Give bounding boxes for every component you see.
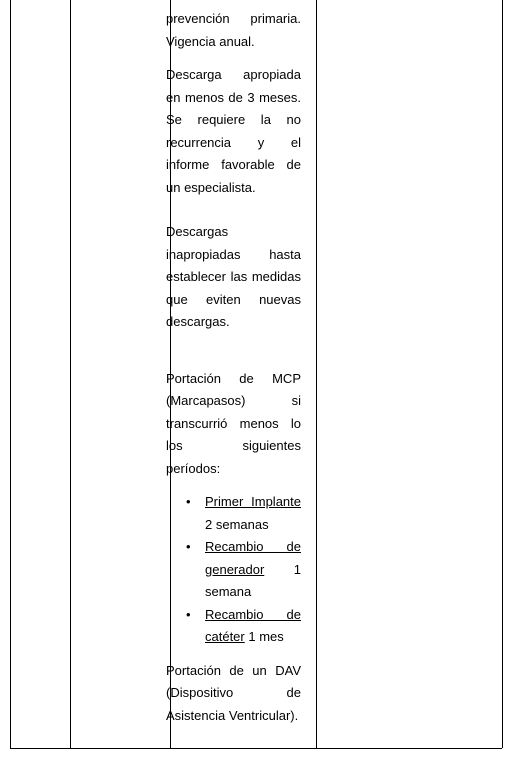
list-item — [166, 536, 301, 604]
list-item-duration: 1 mes — [244, 629, 284, 644]
criteria-cell — [166, 8, 301, 727]
list-item-term: Recambio de generador — [205, 539, 301, 577]
list-item — [166, 604, 301, 649]
table-column-2 — [70, 0, 171, 748]
list-item-term: Recambio de catéter — [205, 606, 301, 644]
table-column-1 — [10, 0, 71, 748]
list-item — [166, 491, 301, 536]
table-column-4 — [316, 0, 503, 748]
paragraph-vad: Portación de un DAV (Dispositivo de Asistencia Ventricular). — [166, 662, 301, 723]
paragraph-inappropriate-discharges: Descargas inapropiadas hasta establecer las medidas que eviten nuevas descargas. — [166, 224, 301, 329]
list-item-duration: 1 semana — [205, 561, 301, 599]
list-item-term: Primer Implante — [205, 494, 301, 509]
paragraph-appropriate-discharge: Descarga apropiada en menos de 3 meses. Se requiere la no recurrencia y el informe favorable de un especialista. — [166, 67, 301, 195]
pacemaker-periods-list — [166, 491, 301, 649]
paragraph-primary-prevention: prevención primaria. Vigencia anual. — [166, 11, 301, 49]
bullet-icon: • — [186, 606, 191, 622]
bullet-icon: • — [186, 539, 191, 554]
paragraph-pacemaker: Portación de MCP (Marcapasos) si transcurrió menos lo los siguientes períodos: — [166, 370, 301, 476]
bullet-icon: • — [186, 494, 191, 509]
list-item-duration: 2 semanas — [205, 516, 269, 532]
